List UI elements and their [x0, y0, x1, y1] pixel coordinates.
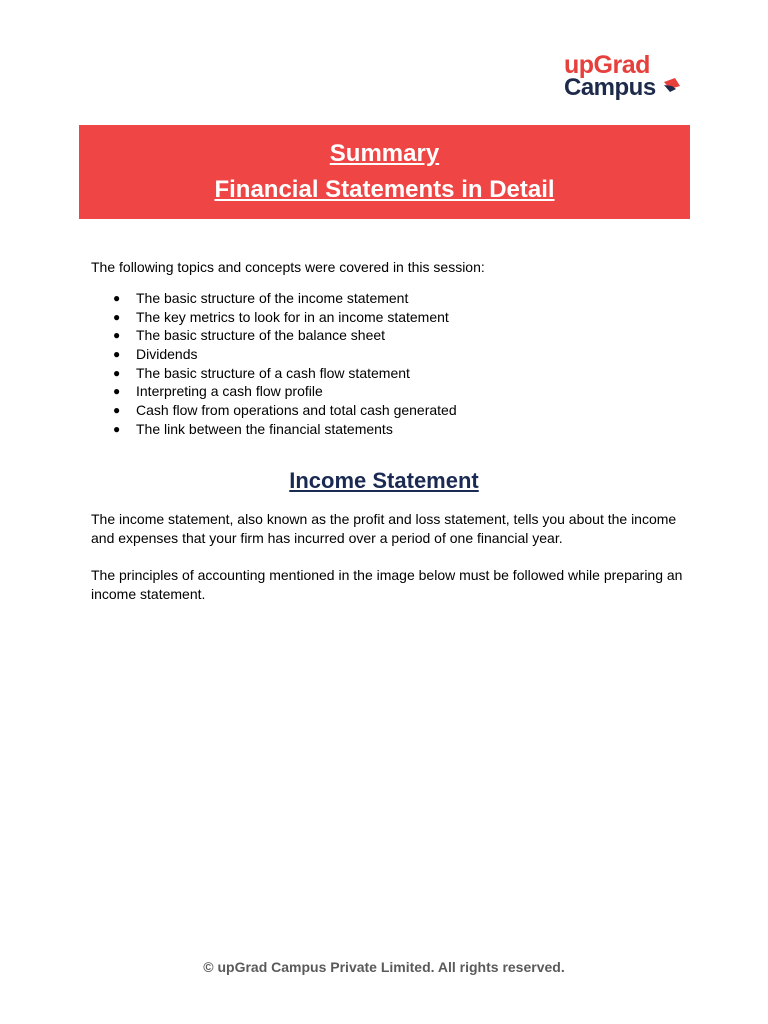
- bullet-icon: ●: [113, 291, 121, 305]
- bullet-icon: ●: [113, 421, 121, 436]
- bullet-icon: ●: [113, 403, 121, 418]
- title-banner: [79, 125, 690, 219]
- list-item: [91, 364, 457, 383]
- list-item-text: Interpreting a cash flow profile: [136, 383, 323, 400]
- list-item-text: The link between the financial statements: [136, 420, 393, 437]
- list-item-text: The basic structure of the balance sheet: [136, 327, 386, 344]
- list-item: [91, 326, 457, 345]
- logo-text-upgrad: upGrad: [564, 51, 650, 79]
- copyright-footer: © upGrad Campus Private Limited. All rights reserved.: [203, 959, 565, 975]
- list-item: [91, 345, 457, 364]
- paragraph: The principles of accounting mentioned in the image below must be followed while preparing an income statement.: [91, 567, 683, 602]
- section-heading: Income Statement: [289, 468, 479, 493]
- list-item-text: The basic structure of a cash flow statement: [136, 364, 410, 381]
- list-item-text: Dividends: [136, 346, 198, 363]
- bullet-icon: ●: [113, 384, 121, 399]
- bullet-icon: ●: [113, 309, 121, 324]
- logo-mark-icon: [662, 76, 682, 96]
- upgrad-campus-logo: [564, 52, 676, 102]
- list-item: [91, 308, 457, 327]
- bullet-icon: ●: [113, 347, 121, 362]
- logo-text-campus: Campus: [564, 74, 656, 101]
- list-item: [91, 420, 457, 439]
- list-item-text: The basic structure of the income statement: [136, 290, 409, 306]
- list-item: [91, 289, 457, 308]
- banner-title: Summary: [329, 140, 440, 167]
- list-item: [91, 401, 457, 420]
- banner-subtitle: Financial Statements in Detail: [214, 176, 555, 203]
- intro-text: The following topics and concepts were covered in this session:: [91, 259, 485, 275]
- list-item-text: Cash flow from operations and total cash generated: [136, 402, 457, 419]
- bullet-icon: ●: [113, 365, 121, 380]
- list-item: [91, 382, 457, 401]
- list-item-text: The key metrics to look for in an income statement: [136, 308, 449, 325]
- topics-list: [91, 289, 457, 439]
- bullet-icon: ●: [113, 328, 121, 343]
- paragraph: The income statement, also known as the profit and loss statement, tells you about the income and expenses that your firm has incurred over a period of one financial year.: [91, 511, 677, 546]
